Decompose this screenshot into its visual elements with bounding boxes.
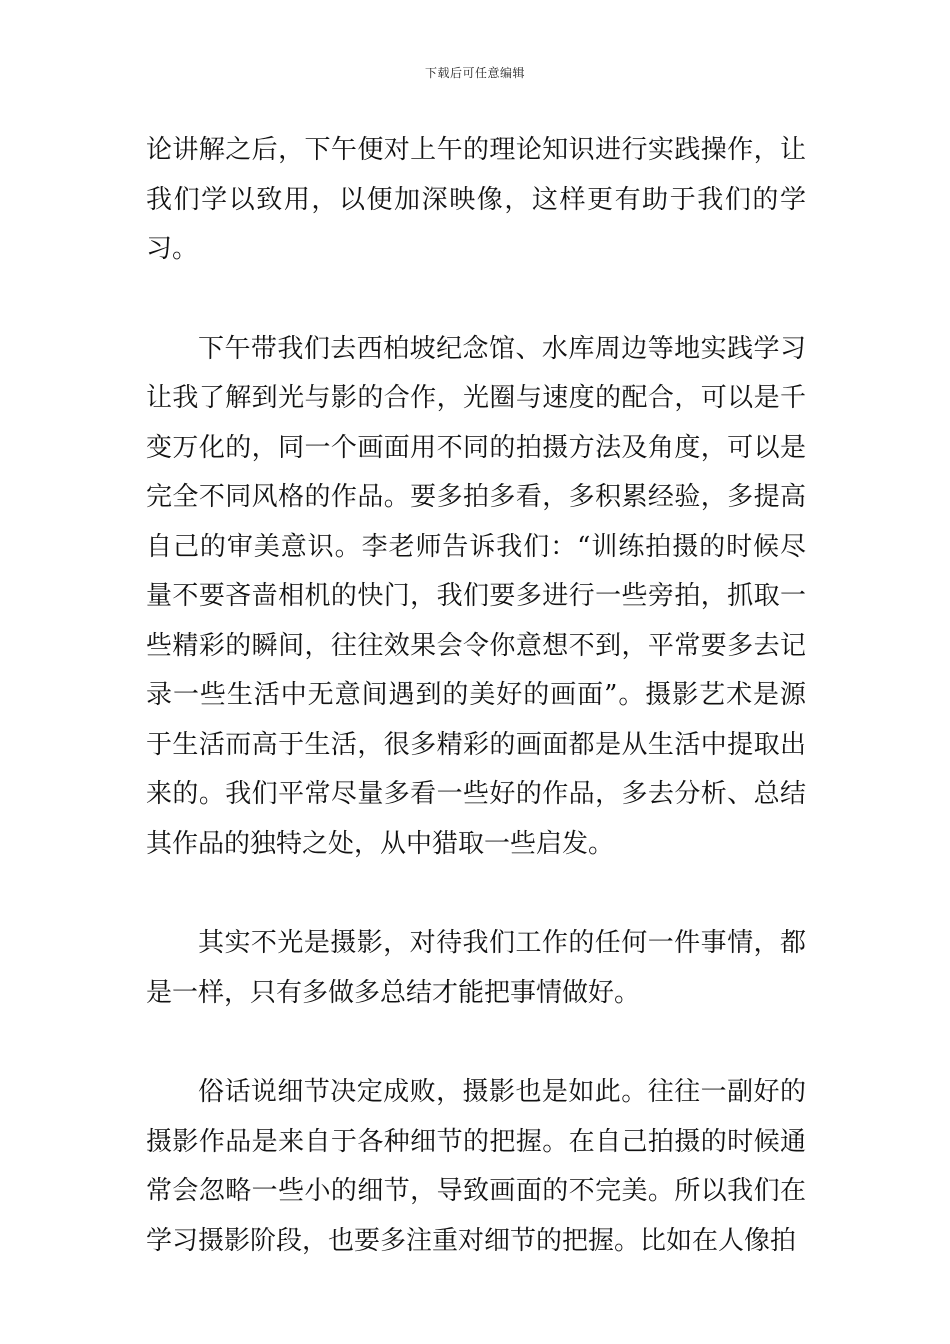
paragraph-spacer — [146, 869, 806, 919]
paragraph-spacer — [146, 275, 806, 325]
page-header: 下载后可任意编辑 — [424, 66, 525, 80]
paragraph-work-attitude: 其实不光是摄影，对待我们工作的任何一件事情，都是一样，只有多做多总结才能把事情做好。 — [146, 928, 806, 1008]
document-body — [146, 126, 806, 1266]
paragraph-practice: 下午带我们去西柏坡纪念馆、水库周边等地实践学习让我了解到光与影的合作，光圈与速度的配合，可以是千变万化的，同一个画面用不同的拍摄方法及角度，可以是完全不同风格的作品。要多拍多看，多积累经验，多提高自己的审美意识。李老师告诉我们：“训练拍摄的时候尽量不要吝啬相机的快门，我们要多进行一些旁拍，抓取一些精彩的瞬间，往往效果会令你意想不到，平常要多去记录一些生活中无意间遇到的美好的画面”。摄影艺术是源于生活而高于生活，很多精彩的画面都是从生活中提取出来的。我们平常尽量多看一些好的作品，多去分析、总结其作品的独特之处，从中猎取一些启发。 — [146, 333, 806, 859]
paragraph-details: 俗话说细节决定成败，摄影也是如此。往往一副好的摄影作品是来自于各种细节的把握。在自己拍摄的时候通常会忽略一些小的细节，导致画面的不完美。所以我们在学习摄影阶段，也要多注重对细节的把握。比如在人像拍 — [146, 1077, 806, 1256]
paragraph-continuation: 论讲解之后，下午便对上午的理论知识进行实践操作，让我们学以致用，以便加深映像，这样更有助于我们的学习。 — [146, 135, 806, 264]
paragraph-spacer — [146, 1018, 806, 1068]
